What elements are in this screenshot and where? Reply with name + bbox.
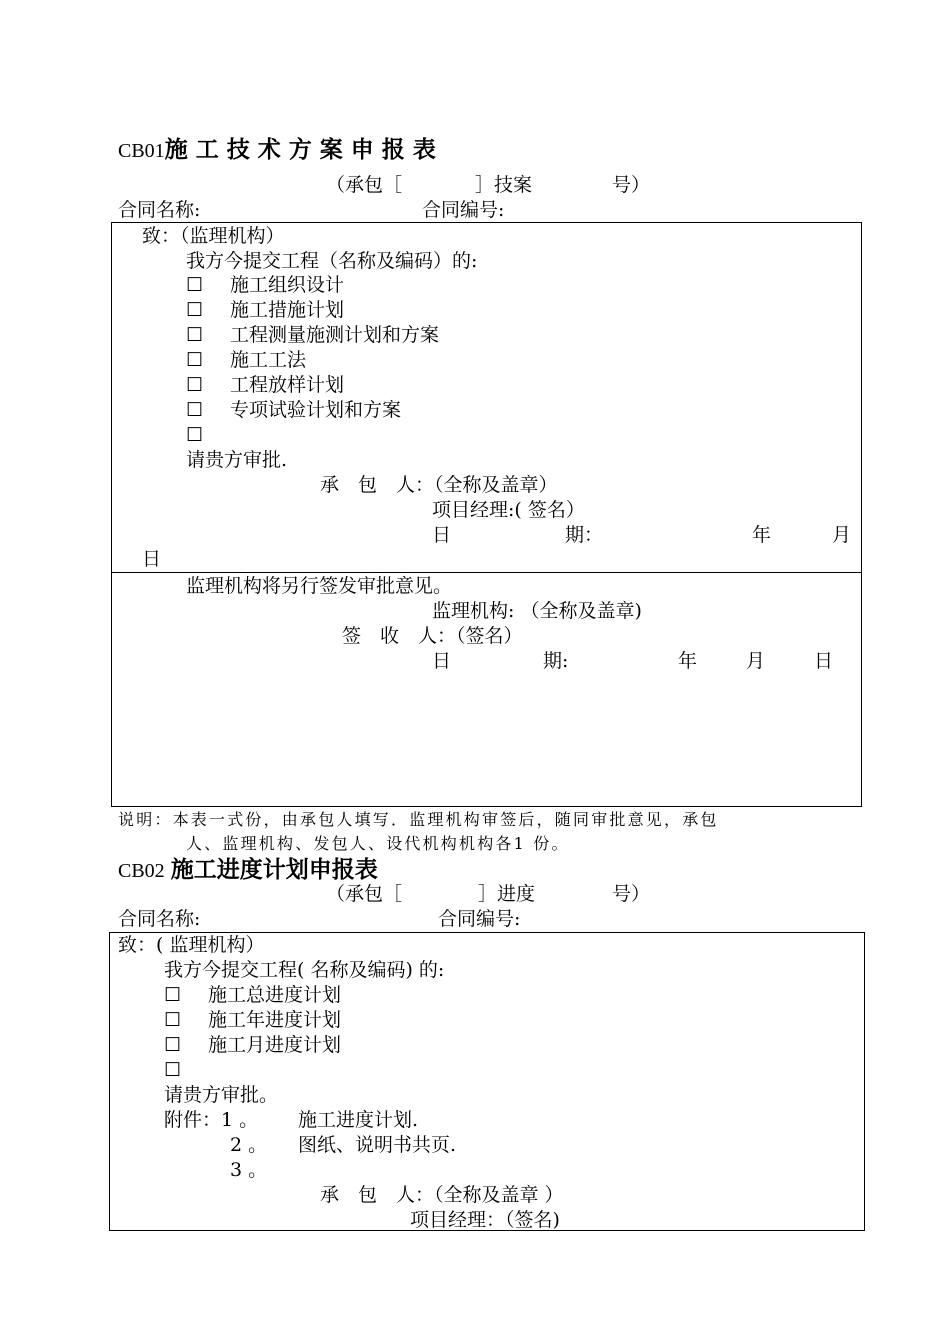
cb02-to: 致：( 监理机构）: [118, 934, 265, 956]
cb02-sub-mid: ］进度: [478, 883, 536, 905]
cb01-contract-name: 合同名称:: [118, 199, 201, 221]
cb01-receiver: 签 收 人：（签名）: [342, 625, 523, 647]
checkbox-icon[interactable]: ☐: [186, 399, 204, 421]
checkbox-icon[interactable]: ☐: [186, 349, 204, 371]
cb02-sub-close: 号）: [612, 883, 651, 905]
cb01-pm: 项目经理:( 签名）: [432, 499, 585, 521]
checkbox-icon[interactable]: ☐: [186, 424, 204, 446]
cb01-day2: 日: [814, 650, 834, 672]
cb01-month: 月: [832, 524, 852, 546]
cb01-item-label: 施工组织设计: [230, 274, 345, 296]
cb01-note-line2: 人、监理机构、发包人、设代机构机构各1 份。: [186, 834, 570, 853]
cb02-code: CB02: [118, 860, 165, 882]
cb01-item-label: 施工措施计划: [230, 299, 345, 321]
cb01-sub-open: （承包［: [326, 174, 403, 196]
checkbox-icon[interactable]: ☐: [164, 1059, 182, 1081]
cb01-code: CB01: [118, 140, 165, 162]
cb01-sub-mid: ］技案: [475, 174, 533, 196]
cb01-month2: 月: [746, 650, 766, 672]
checkbox-icon[interactable]: ☐: [164, 984, 182, 1006]
cb02-pm: 项目经理：（签名): [410, 1209, 560, 1231]
cb01-year: 年: [752, 524, 772, 546]
cb01-year2: 年: [678, 650, 698, 672]
cb01-item-label: 施工工法: [230, 349, 307, 371]
checkbox-icon[interactable]: ☐: [186, 274, 204, 296]
checkbox-icon[interactable]: ☐: [186, 324, 204, 346]
cb02-attach2: 图纸、说明书共页.: [298, 1134, 457, 1156]
cb02-contract-no: 合同编号:: [438, 908, 521, 930]
cb01-supervision-note: 监理机构将另行签发审批意见。: [186, 575, 453, 597]
cb02-attach1: 施工进度计划.: [298, 1109, 419, 1131]
cb02-contractor: 承 包 人：（全称及盖章 ）: [320, 1184, 564, 1206]
cb01-title-text: 施 工 技 术 方 案 申 报 表: [164, 136, 436, 163]
cb01-date2-label: 日: [432, 650, 452, 672]
cb02-contract-name: 合同名称:: [118, 908, 201, 930]
cb01-item-label: 专项试验计划和方案: [230, 399, 402, 421]
cb02-item-label: 施工月进度计划: [208, 1034, 342, 1056]
cb01-contract-no: 合同编号:: [422, 199, 505, 221]
cb01-date-qi: 期：: [565, 524, 604, 546]
cb01-divider: [111, 572, 862, 573]
cb02-item-label: 施工年进度计划: [208, 1009, 342, 1031]
cb01-item-label: 工程放样计划: [230, 374, 345, 396]
cb02-submit: 我方今提交工程( 名称及编码) 的:: [164, 959, 445, 981]
checkbox-icon[interactable]: ☐: [186, 299, 204, 321]
cb02-item-label: 施工总进度计划: [208, 984, 342, 1006]
cb01-date-label: 日: [432, 524, 452, 546]
cb02-request: 请贵方审批。: [164, 1084, 279, 1106]
cb01-title: [118, 138, 436, 161]
cb01-supervision-org: 监理机构: （全称及盖章): [432, 600, 642, 622]
checkbox-icon[interactable]: ☐: [164, 1009, 182, 1031]
cb01-submit: 我方今提交工程（名称及编码）的:: [186, 250, 478, 272]
cb01-note-line1: 说明：本表一式份，由承包人填写．监理机构审签后，随同审批意见，承包: [118, 810, 719, 829]
cb01-to: 致：（监理机构）: [142, 225, 285, 247]
cb01-date2-qi: 期:: [543, 650, 569, 672]
cb01-sub-close: 号）: [612, 174, 651, 196]
cb02-sub-open: （承包［: [326, 883, 403, 905]
cb02-attach3-num: 3 。: [230, 1159, 268, 1181]
cb02-attach-label: 附件：1 。: [164, 1109, 259, 1131]
cb01-request: 请贵方审批.: [186, 449, 288, 471]
checkbox-icon[interactable]: ☐: [164, 1034, 182, 1056]
cb02-title-text: 施工进度计划申报表: [170, 856, 378, 883]
checkbox-icon[interactable]: ☐: [186, 374, 204, 396]
cb01-day: 日: [142, 548, 162, 570]
cb02-attach2-num: 2 。: [230, 1134, 268, 1156]
cb02-title: [118, 858, 378, 881]
cb01-contractor: 承 包 人：（全称及盖章）: [320, 474, 558, 496]
cb01-item-label: 工程测量施测计划和方案: [230, 324, 440, 346]
